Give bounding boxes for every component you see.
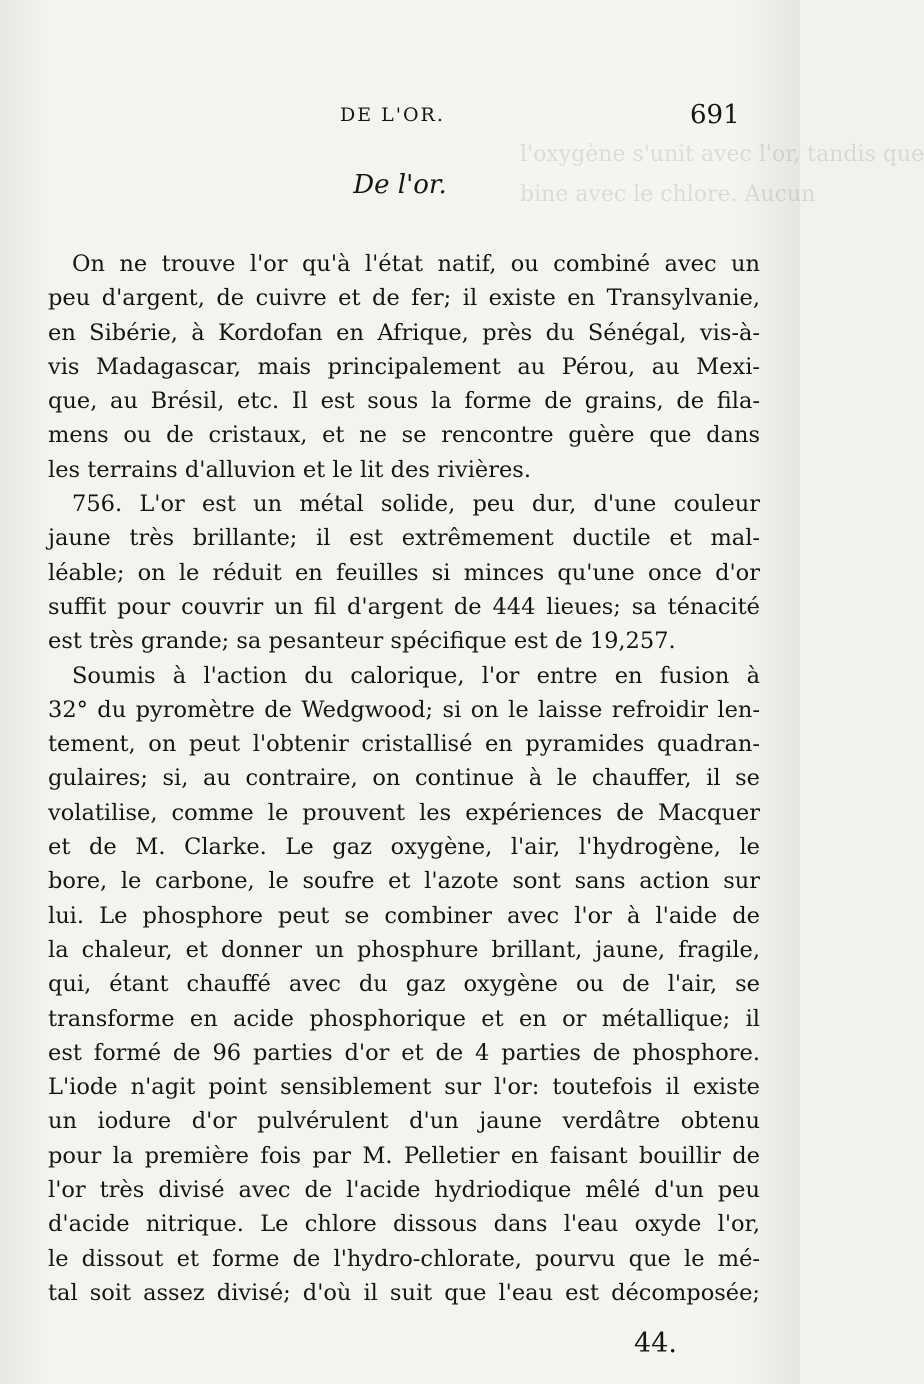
text-line: vis Madagascar, mais principalement au Pérou, au Mexi- bbox=[48, 353, 760, 380]
text-line: est très grande; sa pesanteur spécifique est de 19,257. bbox=[48, 628, 676, 655]
page-number: 691 bbox=[690, 100, 740, 130]
text-line: les terrains d'alluvion et le lit des rivières. bbox=[48, 456, 531, 483]
section-title: De l'or. bbox=[353, 170, 447, 200]
text-line: peu d'argent, de cuivre et de fer; il existe en Transylvanie, bbox=[48, 285, 760, 312]
text-line: suffit pour couvrir un fil d'argent de 444 lieues; sa ténacité bbox=[48, 593, 760, 620]
text-line: qui, étant chauffé avec du gaz oxygène ou de l'air, se bbox=[48, 971, 760, 998]
text-line: l'or très divisé avec de l'acide hydriodique mêlé d'un peu bbox=[48, 1177, 760, 1204]
show-through: l'oxygène s'unit avec l'or, tandis que bbox=[520, 142, 924, 167]
text-line: pour la première fois par M. Pelletier en faisant bouillir de bbox=[48, 1142, 760, 1169]
body-text bbox=[48, 247, 760, 1310]
text-line: tal soit assez divisé; d'où il suit que l'eau est décomposée; bbox=[48, 1279, 760, 1306]
text-line: en Sibérie, à Kordofan en Afrique, près du Sénégal, vis-à- bbox=[48, 319, 760, 346]
text-line: est formé de 96 parties d'or et de 4 parties de phosphore. bbox=[48, 1039, 760, 1066]
text-line: d'acide nitrique. Le chlore dissous dans l'eau oxyde l'or, bbox=[48, 1211, 760, 1238]
text-line: léable; on le réduit en feuilles si minces qu'une once d'or bbox=[48, 559, 760, 586]
text-line: que, au Brésil, etc. Il est sous la forme de grains, de fila- bbox=[48, 388, 760, 415]
text-line: le dissout et forme de l'hydro-chlorate, pourvu que le mé- bbox=[48, 1245, 760, 1272]
text-line: jaune très brillante; il est extrêmement ductile et mal- bbox=[48, 525, 760, 552]
text-line: 32° du pyromètre de Wedgwood; si on le laisse refroidir len- bbox=[48, 696, 760, 723]
text-line: volatilise, comme le prouvent les expériences de Macquer bbox=[48, 799, 760, 826]
text-line: tement, on peut l'obtenir cristallisé en pyramides quadran- bbox=[48, 731, 760, 758]
text-line: L'iode n'agit point sensiblement sur l'or: toutefois il existe bbox=[48, 1074, 760, 1101]
text-line: mens ou de cristaux, et ne se rencontre guère que dans bbox=[48, 422, 760, 449]
text-line: On ne trouve l'or qu'à l'état natif, ou combiné avec un bbox=[72, 251, 760, 277]
text-line: un iodure d'or pulvérulent d'un jaune verdâtre obtenu bbox=[48, 1108, 760, 1135]
text-line: bore, le carbone, le soufre et l'azote sont sans action sur bbox=[48, 868, 760, 895]
running-head-title: DE L'OR. bbox=[340, 104, 445, 126]
text-line: gulaires; si, au contraire, on continue à le chauffer, il se bbox=[48, 765, 760, 792]
text-line: transforme en acide phosphorique et en or métallique; il bbox=[48, 1005, 760, 1032]
text-line: la chaleur, et donner un phosphure brillant, jaune, fragile, bbox=[48, 936, 760, 963]
text-line: Soumis à l'action du calorique, l'or entre en fusion à bbox=[72, 662, 760, 689]
text-line: 756. L'or est un métal solide, peu dur, d'une couleur bbox=[72, 491, 760, 518]
show-through: bine avec le chlore. Aucun bbox=[520, 182, 816, 207]
text-line: lui. Le phosphore peut se combiner avec l'or à l'aide de bbox=[48, 902, 760, 929]
text-line: et de M. Clarke. Le gaz oxygène, l'air, l'hydrogène, le bbox=[48, 834, 760, 861]
signature-mark: 44. bbox=[634, 1328, 677, 1359]
running-head bbox=[0, 100, 800, 140]
